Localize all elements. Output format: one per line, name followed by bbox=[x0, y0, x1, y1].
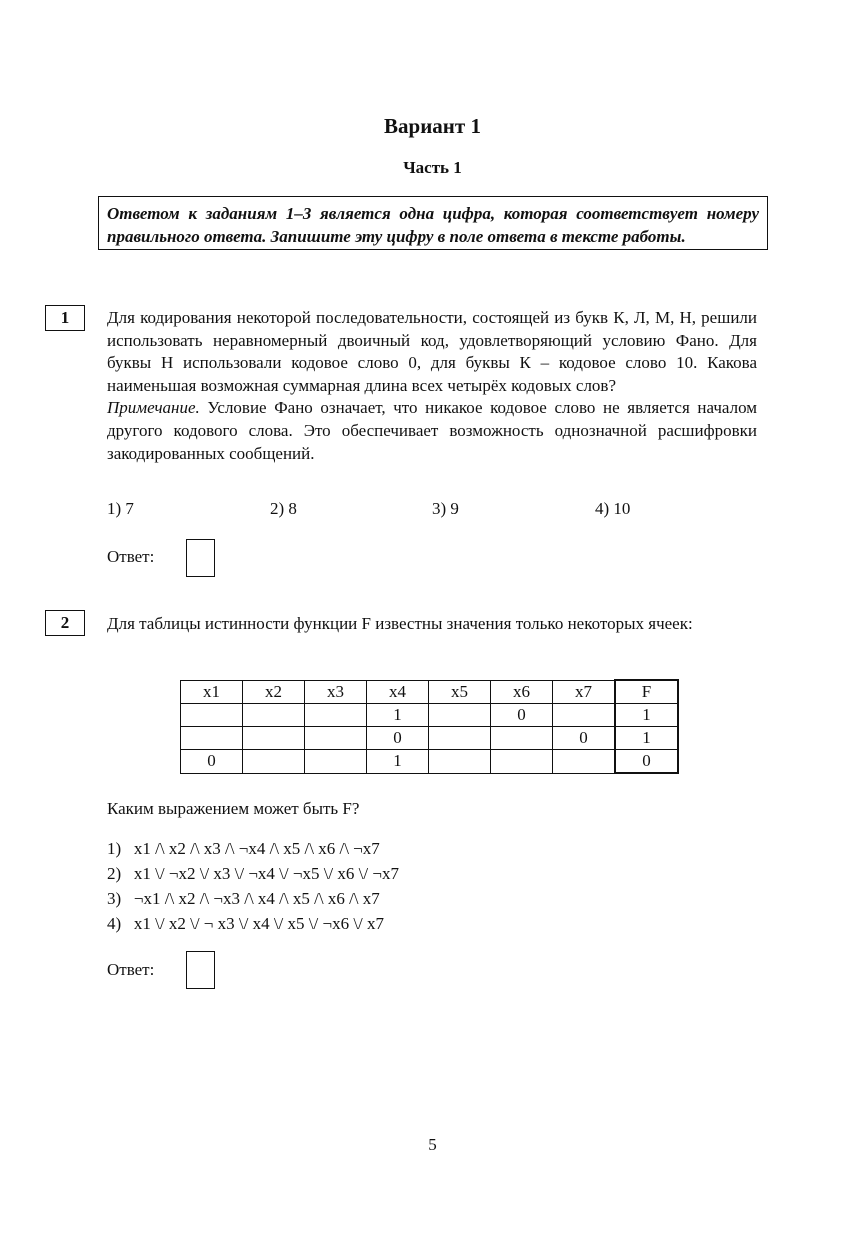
task1-note-text: Условие Фано означает, что никакое кодовое слово не является началом другого кодового слова. Это обеспечивает возможность однозначной расшифровки закодированных сообщений. bbox=[107, 398, 757, 463]
table-cell bbox=[491, 727, 553, 750]
table-cell-f: 0 bbox=[615, 750, 678, 774]
table-cell bbox=[429, 727, 491, 750]
task1-option-1: 1) 7 bbox=[107, 499, 134, 518]
table-cell-f: 1 bbox=[615, 727, 678, 750]
header-cell-f: F bbox=[615, 680, 678, 704]
table-cell bbox=[429, 704, 491, 727]
task1-question: Для кодирования некоторой последовательности, состоящей из букв К, Л, М, Н, решили использовать неравномерный двоичный код, удовлетворяющий условию Фано. Для буквы Н использовали кодовое слово 0, для буквы К – кодовое слово 10. Какова наименьшая возможная суммарная длина всех четырёх кодовых слов? bbox=[107, 308, 757, 395]
table-cell bbox=[305, 750, 367, 774]
task2-option-1: 1) x1 /\ x2 /\ x3 /\ ¬x4 /\ x5 /\ x6 /\ ¬x7 bbox=[107, 839, 380, 858]
task2-options bbox=[107, 836, 399, 936]
truth-table bbox=[180, 679, 679, 774]
table-cell bbox=[305, 704, 367, 727]
task1-note bbox=[107, 397, 757, 465]
task-number-2: 2 bbox=[45, 610, 85, 636]
table-row bbox=[181, 750, 679, 774]
table-cell bbox=[429, 750, 491, 774]
header-cell: x7 bbox=[553, 680, 616, 704]
task1-answer-label: Ответ: bbox=[107, 547, 155, 566]
task2-text: Для таблицы истинности функции F известны значения только некоторых ячеек: bbox=[107, 614, 693, 633]
task2-answer-field[interactable] bbox=[186, 951, 215, 989]
variant-title: Вариант 1 bbox=[384, 114, 481, 138]
part-title: Часть 1 bbox=[403, 158, 462, 177]
table-cell: 0 bbox=[491, 704, 553, 727]
table-cell: 0 bbox=[367, 727, 429, 750]
task-number-1: 1 bbox=[45, 305, 85, 331]
table-cell bbox=[181, 704, 243, 727]
table-row bbox=[181, 704, 679, 727]
task1-option-2: 2) 8 bbox=[270, 499, 297, 518]
table-cell bbox=[305, 727, 367, 750]
task1-answer-field[interactable] bbox=[186, 539, 215, 577]
header-cell: x6 bbox=[491, 680, 553, 704]
table-cell bbox=[243, 704, 305, 727]
header-cell: x5 bbox=[429, 680, 491, 704]
header-cell: x2 bbox=[243, 680, 305, 704]
header-cell: x1 bbox=[181, 680, 243, 704]
instruction-box: Ответом к заданиям 1–3 является одна цифра, которая соответствует номеру правильного ответа. Запишите эту цифру в поле ответа в тексте работы. bbox=[98, 196, 768, 250]
task2-question: Каким выражением может быть F? bbox=[107, 799, 360, 818]
table-cell bbox=[243, 727, 305, 750]
table-cell bbox=[553, 750, 616, 774]
page-number: 5 bbox=[428, 1135, 437, 1154]
task2-option-4: 4) x1 \/ x2 \/ ¬ x3 \/ x4 \/ x5 \/ ¬x6 \/ x7 bbox=[107, 914, 385, 933]
task2-answer-label: Ответ: bbox=[107, 960, 155, 979]
truth-table-header-row bbox=[181, 680, 679, 704]
table-cell: 1 bbox=[367, 750, 429, 774]
header-cell: x4 bbox=[367, 680, 429, 704]
task1-note-label: Примечание. bbox=[107, 398, 200, 418]
table-cell bbox=[243, 750, 305, 774]
task1-text-block bbox=[107, 307, 757, 465]
table-cell: 1 bbox=[367, 704, 429, 727]
table-cell bbox=[181, 727, 243, 750]
task1-option-3: 3) 9 bbox=[432, 499, 459, 518]
table-cell: 0 bbox=[181, 750, 243, 774]
table-cell-f: 1 bbox=[615, 704, 678, 727]
header-cell: x3 bbox=[305, 680, 367, 704]
table-cell bbox=[491, 750, 553, 774]
task2-option-3: 3) ¬x1 /\ x2 /\ ¬x3 /\ x4 /\ x5 /\ x6 /\ x7 bbox=[107, 889, 380, 908]
task1-option-4: 4) 10 bbox=[595, 499, 631, 518]
task2-option-2: 2) x1 \/ ¬x2 \/ x3 \/ ¬x4 \/ ¬x5 \/ x6 \/ ¬x7 bbox=[107, 864, 399, 883]
table-cell: 0 bbox=[553, 727, 616, 750]
table-cell bbox=[553, 704, 616, 727]
table-row bbox=[181, 727, 679, 750]
